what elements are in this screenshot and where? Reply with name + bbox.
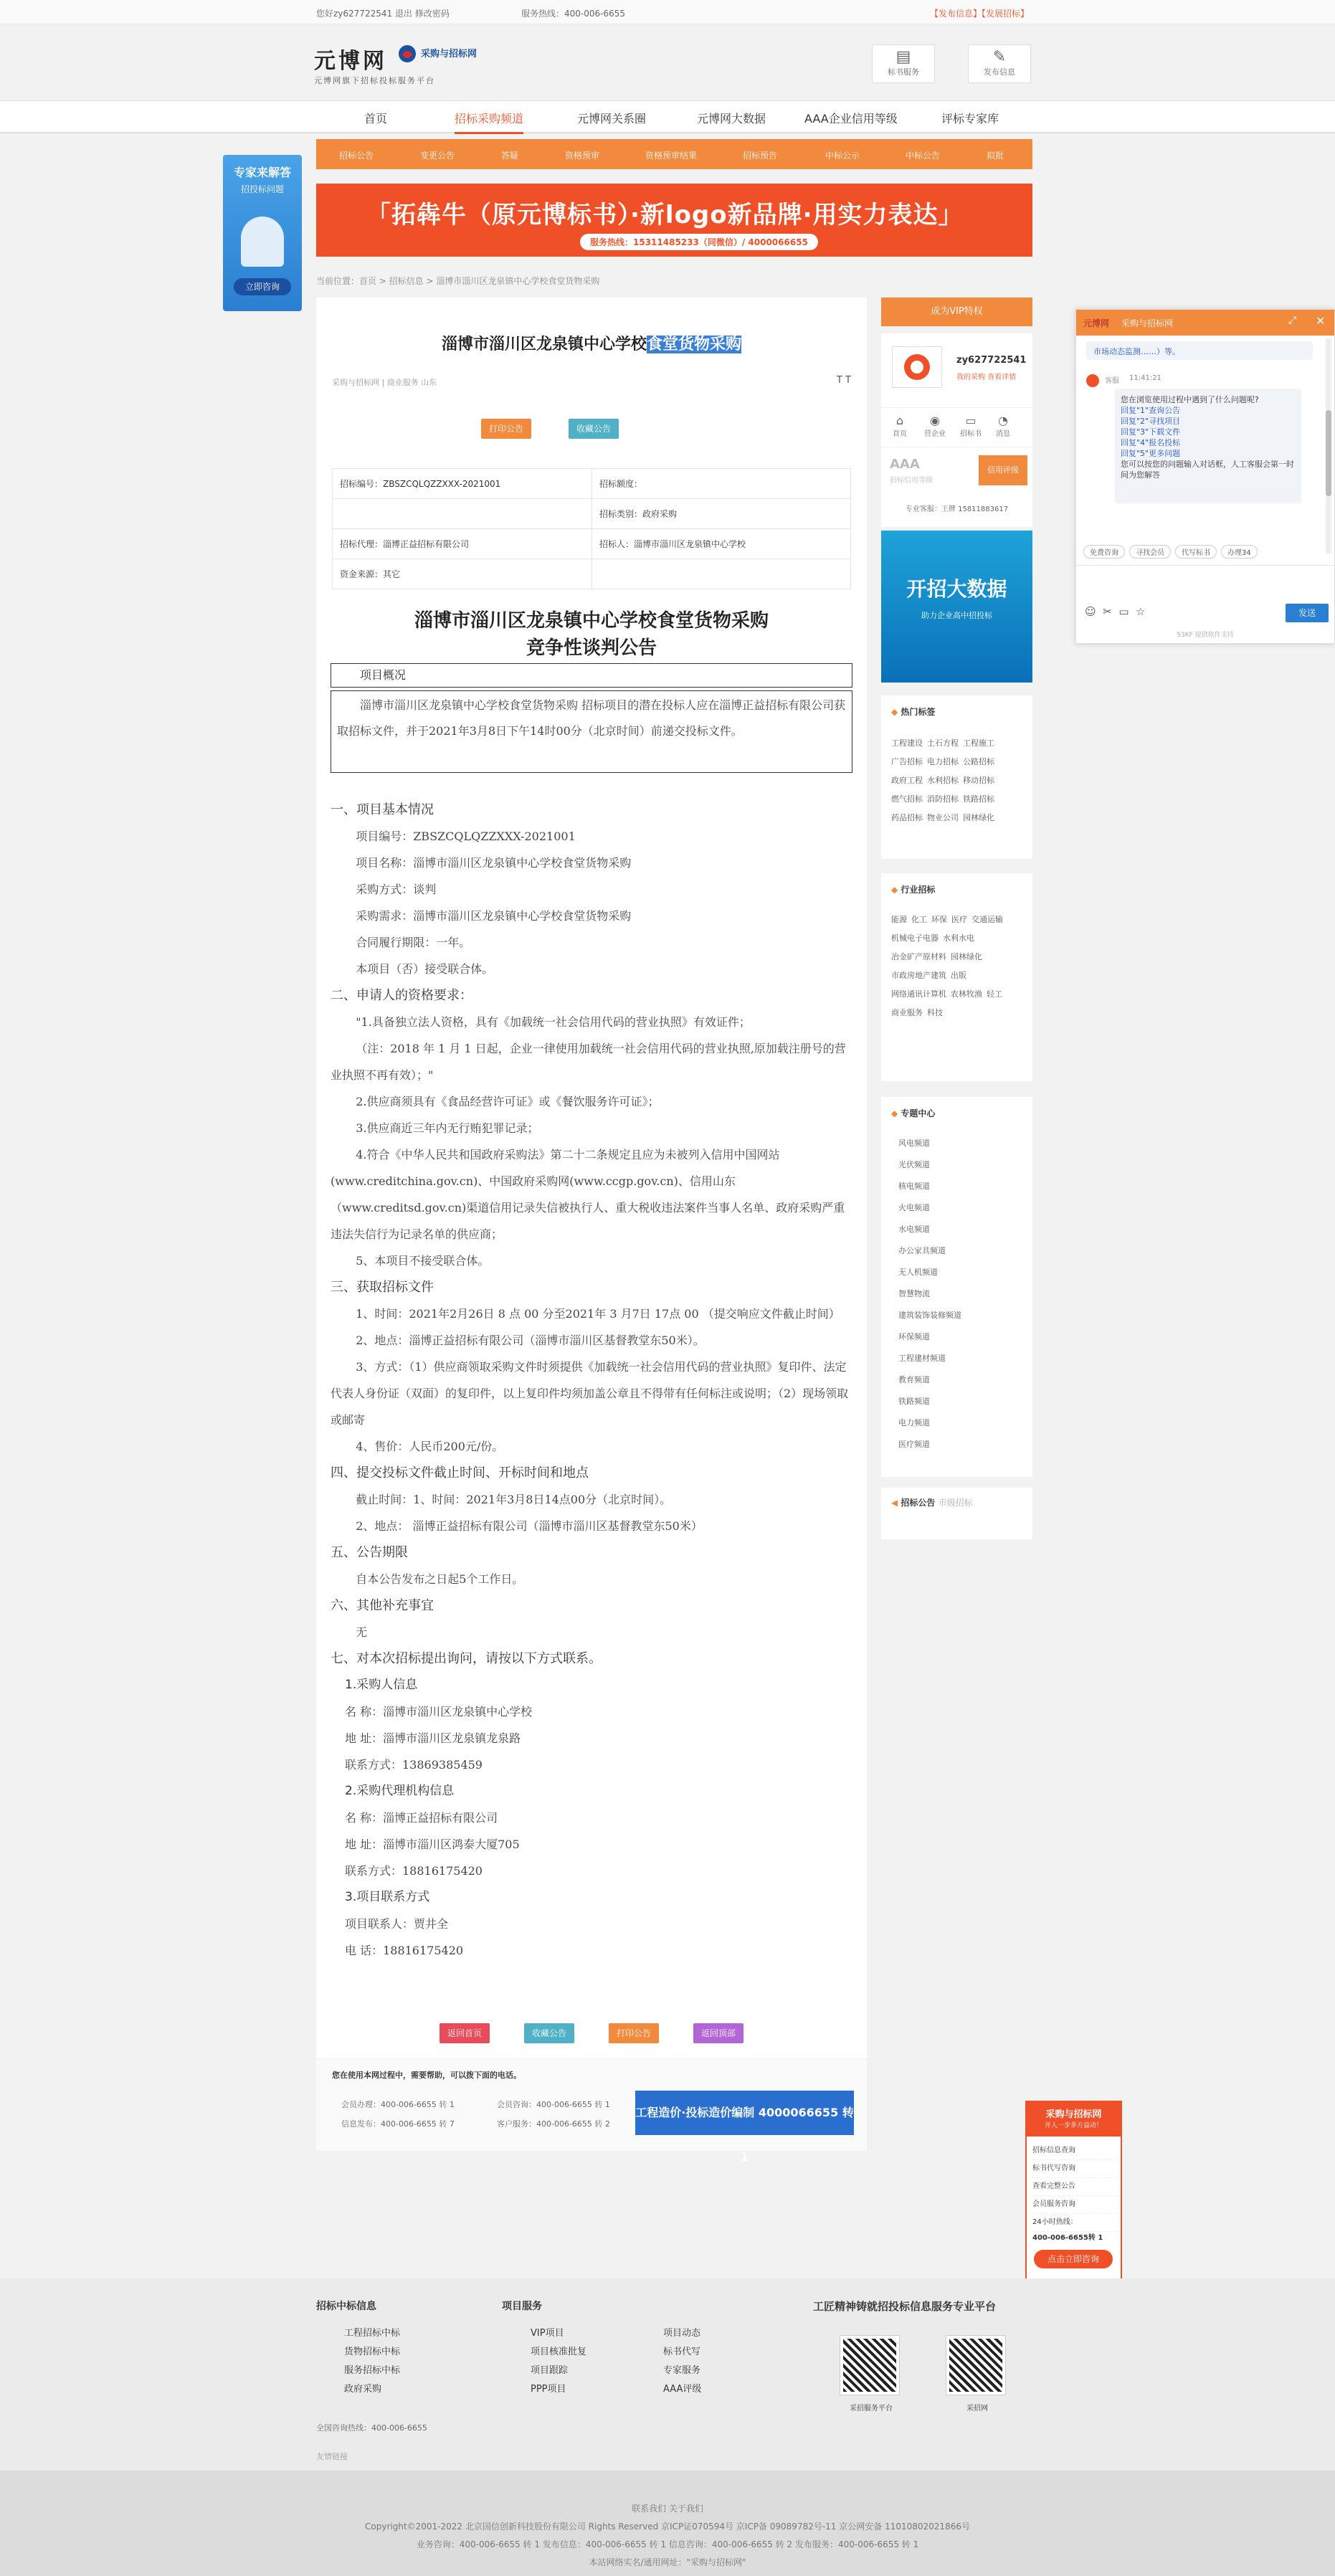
footer-col	[663, 2324, 701, 2399]
subnav-item[interactable]: 变更公告	[420, 151, 455, 161]
hotline: 服务热线：400-006-6655	[521, 9, 626, 19]
font-size-toggle[interactable]: T T	[836, 375, 851, 386]
info-cell	[333, 499, 592, 529]
print-bottom-button[interactable]: 打印公告	[609, 2023, 659, 2043]
cost-ad[interactable]: 工程造价·投标造价编制 4000066655 转 1	[635, 2091, 854, 2135]
subnav-item[interactable]: 招标预告	[743, 151, 778, 161]
nav-experts[interactable]: 评标专家库	[941, 112, 999, 125]
shortcut-message[interactable]: ◔ 消息	[996, 414, 1010, 438]
float-header: 采购与招标网 开人一步多方益动！	[1027, 2102, 1121, 2137]
top-bar	[0, 0, 1335, 24]
article-meta: 采购与招标网 | 商业服务 山东	[332, 378, 437, 387]
footer-link[interactable]: VIP项目	[531, 2328, 564, 2339]
special-item[interactable]: 光伏频道	[898, 1160, 930, 1169]
body-paragraph: 无	[356, 1625, 368, 1639]
industry-tag[interactable]: 网络通讯计算机	[891, 989, 946, 999]
footer-slogan: 工匠精神铸就招投标信息服务专业平台	[813, 2300, 997, 2313]
consultant-image	[241, 217, 284, 267]
special-item[interactable]: 铁路频道	[898, 1397, 930, 1406]
special-item[interactable]: 教育频道	[898, 1375, 930, 1384]
shortcut-docs[interactable]: ▭ 招标书	[960, 414, 982, 438]
info-cell: 招标额度：	[592, 469, 851, 499]
copyright-line: 本站网络实名/通用网址："采购与招标网"	[589, 2557, 746, 2567]
industry-tag[interactable]: 环保	[931, 915, 947, 924]
brand-logo-icon	[398, 44, 417, 63]
industry-tag[interactable]: 市政房地产建筑	[891, 971, 946, 980]
hot-tag[interactable]: 公路招标	[963, 757, 994, 766]
hot-tag[interactable]: 广告招标	[891, 757, 923, 766]
special-item[interactable]: 无人机频道	[898, 1268, 938, 1277]
subnav-item[interactable]: 答疑	[501, 151, 519, 161]
industry-tag[interactable]: 化工	[911, 915, 927, 924]
footer-link[interactable]: 项目动态	[663, 2328, 701, 2339]
chat-logo: 元博网	[1083, 318, 1110, 328]
username: zy627722541	[956, 355, 1027, 366]
info-cell: 资金来源：其它	[333, 559, 592, 589]
hot-tag[interactable]: 药品招标	[891, 813, 923, 822]
bigdata-ad[interactable]	[881, 531, 1032, 683]
brand-name: 采购与招标网	[421, 49, 478, 60]
notice-box	[881, 1488, 1032, 1539]
special-center	[881, 1097, 1032, 1477]
shortcut-company[interactable]: ◉ 营企业	[924, 414, 946, 438]
powered-by: 53KF 提供软件支持	[1177, 632, 1234, 639]
document-icon: ▤	[895, 48, 911, 66]
favorite-button[interactable]: 收藏公告	[569, 419, 619, 439]
contact-line: 名 称：淄博正益招标有限公司	[345, 1811, 498, 1825]
body-paragraph: 4、售价：人民币200元/份。	[356, 1440, 504, 1453]
header	[0, 24, 1335, 100]
footer-link[interactable]: 项目跟踪	[531, 2365, 569, 2376]
notice-title[interactable]: ◀ 招标公告 市级招标	[891, 1498, 973, 1508]
minimize-icon[interactable]: ⤢	[1288, 315, 1297, 326]
chat-prev-msg: 市场动态监测……）等。	[1086, 341, 1313, 360]
left-ad[interactable]	[223, 155, 302, 311]
hot-tag[interactable]: 土石方程	[927, 738, 959, 748]
subnav-item[interactable]: 招标公告	[339, 151, 374, 161]
hot-tag[interactable]: 铁路招标	[963, 794, 994, 804]
folder-icon: ▭	[965, 414, 977, 427]
chat-quick-tag[interactable]: 免费咨询	[1083, 545, 1125, 559]
chat-option[interactable]: 回复"4"报名投标	[1121, 438, 1181, 447]
avatar[interactable]	[892, 346, 942, 388]
contact: 会员咨询：400-006-6655 转 1	[497, 2100, 610, 2109]
speaker-icon: ◀	[891, 1498, 901, 1508]
star-icon[interactable]: ☆	[1136, 605, 1146, 618]
sub-nav	[316, 139, 1032, 169]
footer	[0, 2278, 1335, 2471]
body-paragraph: 项目名称：淄博市淄川区龙泉镇中心学校食堂货物采购	[356, 856, 632, 870]
article-body	[331, 797, 852, 1964]
close-icon[interactable]: ✕	[1316, 314, 1326, 328]
hot-tag[interactable]: 消防招标	[927, 794, 959, 804]
info-table	[332, 468, 851, 589]
info-cell	[592, 559, 851, 589]
special-item[interactable]: 电力频道	[898, 1418, 930, 1427]
home-icon: ⌂	[895, 414, 904, 427]
special-item[interactable]: 风电频道	[898, 1139, 930, 1148]
body-paragraph: 3.供应商近三年内无行贿犯罪记录；	[356, 1121, 539, 1135]
vip-button[interactable]: 成为VIP特权	[881, 298, 1032, 326]
contact-line: 名 称：淄博市淄川区龙泉镇中心学校	[345, 1705, 533, 1719]
article-title: 淄博市淄川区龙泉镇中心学校食堂货物采购	[441, 336, 742, 353]
section-heading: 七、对本次招标提出询问，请按以下方式联系。	[331, 1651, 602, 1666]
industry-tag[interactable]: 出版	[951, 971, 966, 980]
sub-heading: 1.采购人信息	[345, 1678, 418, 1692]
float-cta[interactable]: 点击立即咨询	[1034, 2250, 1113, 2268]
subnav-item[interactable]: 拟批	[987, 151, 1004, 161]
favorite-bottom-button[interactable]: 收藏公告	[524, 2023, 574, 2043]
special-title: ◆ 专题中心	[891, 1108, 936, 1118]
chat-divider	[1076, 565, 1334, 566]
industry-tag[interactable]: 冶金矿产原材料	[891, 952, 946, 961]
footer-link[interactable]: 服务招标中标	[344, 2365, 401, 2376]
chat-header[interactable]	[1076, 310, 1334, 336]
subnav-item[interactable]: 中标公示	[825, 151, 860, 161]
banner-phone: 服务热线：15311485233（同微信）/ 4000066655	[580, 234, 818, 250]
copyright-line: 业务咨询：400-006-6655 转 1 发布信息：400-006-6655 转 1 信息咨询：400-006-6655 转 2 发布服务：400-006-6655 转 1	[416, 2539, 919, 2549]
body-paragraph: 截止时间：1、时间：2021年3月8日14点00分（北京时间）。	[356, 1493, 672, 1506]
top-banner[interactable]	[316, 184, 1032, 257]
body-paragraph: 2、地点：淄博正益招标有限公司（淄博市淄川区基督教堂东50米）。	[356, 1334, 705, 1347]
article-panel	[316, 298, 867, 2164]
user-card	[881, 333, 1032, 527]
footer-col-title: 招标中标信息	[316, 2301, 376, 2312]
section-heading: 三、获取招标文件	[331, 1280, 434, 1295]
msg-tail: 您可以按您的问题输入对话框，人工客服会第一时间为您解答	[1121, 460, 1294, 480]
agent-name: 客服	[1105, 377, 1119, 385]
bigdata-title: 开招大数据	[906, 577, 1007, 601]
contact: 信息发布：400-006-6655 转 7	[341, 2119, 455, 2129]
hot-tag[interactable]: 电力招标	[927, 757, 959, 766]
special-list	[898, 1133, 1027, 1455]
section-heading: 五、公告期限	[331, 1545, 408, 1560]
float-items	[1032, 2142, 1117, 2232]
industry-tag[interactable]: 机械电子电器	[891, 933, 939, 943]
scissors-icon[interactable]: ✂	[1103, 605, 1112, 618]
edit-icon: ✎	[992, 48, 1007, 66]
footer-hotline: 全国咨询热线：400-006-6655	[316, 2423, 427, 2433]
nav-credit[interactable]: AAA企业信用等级	[804, 112, 898, 125]
body-paragraph: 1、时间：2021年2月26日 8 点 00 分至2021年 3 月7日 17点 00 （提交响应文件截止时间）	[356, 1307, 840, 1321]
banner-text: 「拓犇牛（原元博标书）·新logo新品牌·用实力表达」	[366, 201, 964, 229]
footer-link[interactable]: 专家服务	[663, 2365, 701, 2376]
body-paragraph: "1.具备独立法人资格，具有《加载统一社会信用代码的营业执照》有效证件；	[356, 1015, 751, 1029]
user-sub[interactable]: 我的采购 查看详情	[956, 374, 1017, 381]
float-item[interactable]: 会员服务咨询	[1032, 2196, 1117, 2214]
footer-col	[344, 2324, 400, 2399]
section-heading: 四、提交投标文件截止时间、开标时间和地点	[331, 1465, 589, 1481]
section-heading: 六、其他补充事宜	[331, 1598, 434, 1613]
qr-code	[946, 2336, 1005, 2395]
left-ad-sub: 招投标问题	[240, 184, 284, 194]
tag-icon: ◆	[891, 1108, 901, 1118]
footer-link[interactable]: 项目核准批复	[531, 2347, 587, 2357]
subnav-item[interactable]: 资格预审	[565, 151, 600, 161]
body-paragraph: 合同履行期限：一年。	[356, 936, 471, 949]
hot-tag[interactable]: 燃气招标	[891, 794, 923, 804]
chat-window[interactable]	[1075, 309, 1335, 644]
sub-heading: 2.采购代理机构信息	[345, 1784, 455, 1798]
overview-head: 项目概况	[331, 663, 852, 688]
industry-tag[interactable]: 能源	[891, 915, 907, 924]
copyright-links[interactable]: 联系我们 关于我们	[632, 2504, 703, 2514]
nav-circle[interactable]: 元博网关系圈	[577, 112, 647, 125]
hot-tag-grid	[891, 737, 1027, 830]
chat-quick-tag[interactable]: 代写标书	[1175, 545, 1217, 559]
tag-icon: ◆	[891, 885, 901, 895]
contact: 会员办理：400-006-6655 转 1	[341, 2100, 455, 2109]
friend-links[interactable]: 友情链接	[316, 2452, 348, 2461]
body-paragraph: 项目编号：ZBSZCQLQZZXXX-2021001	[356, 830, 576, 843]
industry-tags	[881, 873, 1032, 1081]
footer-link[interactable]: AAA评级	[663, 2384, 702, 2395]
industry-tag[interactable]: 科技	[927, 1008, 943, 1017]
nav-bidding[interactable]: 招标采购频道	[455, 110, 523, 134]
float-phone: 400-006-6655转 1	[1032, 2234, 1103, 2242]
aaa-label: AAA	[890, 457, 920, 472]
eye-icon: ◉	[930, 414, 940, 427]
nav-bigdata[interactable]: 元博网大数据	[697, 112, 766, 125]
top-button[interactable]: 返回顶部	[693, 2023, 743, 2043]
tag-icon: ◆	[891, 707, 901, 717]
nav-home[interactable]: 首页	[364, 112, 388, 125]
footer-link[interactable]: 工程招标中标	[344, 2328, 401, 2339]
qr-code	[840, 2336, 899, 2395]
body-paragraph: 采购方式：谈判	[356, 883, 437, 896]
contact-line: 地 址：淄博市淄川区龙泉镇龙泉路	[345, 1731, 521, 1745]
industry-title: ◆ 行业招标	[891, 885, 936, 895]
user-shortcuts	[881, 407, 1032, 447]
hot-tags	[881, 695, 1032, 859]
footer-link[interactable]: 货物招标中标	[344, 2347, 401, 2357]
chat-scrollbar[interactable]	[1326, 338, 1331, 553]
industry-tag[interactable]: 商业服务	[891, 1008, 923, 1017]
main-nav	[0, 100, 1335, 133]
rss-icon: ◔	[998, 414, 1008, 427]
special-item[interactable]: 建筑装饰装修频道	[898, 1311, 961, 1320]
help-box	[316, 2058, 867, 2164]
industry-tag[interactable]: 水利水电	[943, 933, 974, 943]
info-cell: 招标编号：ZBSZCQLQZZXXX-2021001	[333, 469, 592, 499]
chat-option[interactable]: 回复"2"寻找项目	[1121, 417, 1181, 426]
body-paragraph: 本项目（否）接受联合体。	[356, 962, 494, 976]
hot-tag[interactable]: 工程建设	[891, 738, 923, 748]
breadcrumb[interactable]: 当前位置：首页 > 招标信息 > 淄博市淄川区龙泉镇中心学校食堂货物采购	[316, 276, 600, 286]
footer-link[interactable]: PPP项目	[531, 2384, 566, 2395]
top-links[interactable]: 【发布信息】【发展招标】	[930, 9, 1030, 19]
overview-text: 淄博市淄川区龙泉镇中心学校食堂货物采购 招标项目的潜在投标人应在淄博正益招标有限公司获取招标文件，并于2021年3月8日下午14时00分（北京时间）前递交投标文件。	[331, 690, 852, 773]
special-item[interactable]: 办公家具频道	[898, 1246, 946, 1255]
sub-heading: 3.项目联系方式	[345, 1890, 430, 1904]
qr-label: 采招网	[966, 2405, 988, 2413]
qr-label: 采招服务平台	[850, 2405, 893, 2413]
subnav-item[interactable]: 中标公告	[906, 151, 941, 161]
subnav-item[interactable]: 资格预审结果	[645, 151, 698, 161]
bid-service-button[interactable]: ▤ 标书服务	[872, 44, 935, 83]
industry-tag[interactable]: 交通运输	[971, 915, 1003, 924]
credit-rating-button[interactable]: 信用评级	[979, 455, 1027, 485]
hot-tags-title: ◆ 热门标签	[891, 707, 936, 717]
site-logo[interactable]: 元博网 元博网旗下招标投标服务平台	[314, 49, 435, 85]
hot-tag[interactable]: 物业公司	[927, 813, 959, 822]
user-greeting[interactable]: 您好zy627722541 退出 修改密码	[316, 9, 450, 19]
body-paragraph: 3、方式：（1）供应商领取采购文件时须提供《加载统一社会信用代码的营业执照》复印件、法定代表人身份证（双面）的复印件，以上复印件均须加盖公章且不得带有任何标注或说明；（2）现场领取或邮寄	[331, 1360, 849, 1427]
info-cell: 招标人：淄博市淄川区龙泉镇中心学校	[592, 529, 851, 559]
chat-quick-tag[interactable]: 办理34	[1221, 545, 1258, 559]
chat-title: 采购与招标网	[1121, 318, 1174, 328]
send-button[interactable]: 发送	[1286, 604, 1329, 622]
special-item[interactable]: 核电频道	[898, 1182, 930, 1191]
float-item[interactable]: 查看完整公告	[1032, 2178, 1117, 2196]
agent-message	[1115, 389, 1301, 503]
float-consult-widget[interactable]	[1025, 2101, 1122, 2294]
footer-col-title: 项目服务	[502, 2301, 542, 2312]
section-heading: 一、项目基本情况	[331, 802, 434, 817]
hot-tag[interactable]: 政府工程	[891, 776, 923, 785]
chat-quick-tag[interactable]: 寻找会员	[1129, 545, 1171, 559]
service-line: 专业客服：王牌 15811883617	[905, 505, 1009, 513]
float-item[interactable]: 招标信息查询	[1032, 2142, 1117, 2160]
doc-title: 淄博市淄川区龙泉镇中心学校食堂货物采购 竞争性谈判公告	[414, 610, 769, 659]
body-paragraph: 5、本项目不接受联合体。	[356, 1254, 490, 1268]
body-paragraph: 4.符合《中华人民共和国政府采购法》第二十二条规定且应为未被列入信用中国网站(www.creditchina.gov.cn)、中国政府采购网(www.ccgp.gov.cn)、信用山东（www.creditsd.gov.cn)渠道信用记录失信被执行人、重大税收违法案件当事人名单、政府采购严重违法失信行为记录名单的供应商；	[331, 1148, 845, 1241]
info-cell: 招标代理：淄博正益招标有限公司	[333, 529, 592, 559]
body-paragraph: （注：2018 年 1 月 1 日起，企业一律使用加载统一社会信用代码的营业执照,原加载注册号的营业执照不再有效）；"	[331, 1042, 846, 1082]
msg-time: 11:41:21	[1129, 374, 1161, 382]
contact-line: 地 址：淄博市淄川区鸿泰大厦705	[345, 1838, 520, 1851]
body-paragraph: 自本公告发布之日起5个工作日。	[356, 1572, 524, 1586]
left-ad-title: 专家来解答	[233, 166, 291, 179]
chat-quick-tags	[1083, 545, 1327, 559]
contact-line: 项目联系人：贾井全	[345, 1917, 449, 1931]
info-cell: 招标类别：政府采购	[592, 499, 851, 529]
chat-option[interactable]: 回复"3"下载文件	[1121, 427, 1181, 437]
copyright-line: Copyright©2001-2022 北京国信创新科技股份有限公司 Rights Reserved 京ICP证070594号 京ICP备 09089782号-11 京公网安备 11010802021866号	[365, 2522, 970, 2532]
industry-tag-grid	[891, 913, 1027, 1025]
copyright	[0, 2471, 1335, 2576]
section-heading: 二、申请人的资格要求：	[331, 988, 472, 1003]
float-item[interactable]: 标书代写咨询	[1032, 2160, 1117, 2178]
aaa-sub: 招标信用等级	[890, 477, 933, 485]
hot-tag[interactable]: 工程施工	[963, 738, 994, 748]
bigdata-sub: 助力企业高中招投标	[921, 611, 992, 620]
shortcut-home[interactable]: ⌂ 首页	[893, 414, 907, 438]
body-paragraph: 2.供应商须具有《食品经营许可证》或《餐饮服务许可证》；	[356, 1095, 660, 1108]
help-text: 您在使用本网过程中，需要帮助，可以拨下面的电话。	[332, 2071, 521, 2080]
special-item[interactable]: 水电频道	[898, 1225, 930, 1234]
industry-tag[interactable]: 医疗	[951, 915, 967, 924]
brand-logo-icon	[903, 353, 931, 381]
file-icon[interactable]: ▭	[1118, 605, 1129, 618]
special-item[interactable]: 环保频道	[898, 1332, 930, 1341]
emoji-icon[interactable]: ☺	[1085, 605, 1096, 618]
body-paragraph: 2、地点： 淄博正益招标有限公司（淄博市淄川区基督教堂东50米）	[356, 1519, 703, 1533]
chat-option[interactable]: 回复"5"更多问题	[1121, 449, 1181, 458]
hot-tag[interactable]: 水利招标	[927, 776, 959, 785]
contact-line: 联系方式：18816175420	[345, 1864, 483, 1878]
chat-option[interactable]: 回复"1"查询公告	[1121, 406, 1181, 415]
contact-line: 电 话：18816175420	[345, 1944, 464, 1957]
msg-question: 您在浏览使用过程中遇到了什么问题呢?	[1121, 395, 1259, 404]
chat-toolbar	[1085, 605, 1146, 618]
footer-link[interactable]: 标书代写	[663, 2347, 701, 2357]
special-item[interactable]: 工程建材频道	[898, 1354, 946, 1363]
body-paragraph: 采购需求：淄博市淄川区龙泉镇中心学校食堂货物采购	[356, 909, 632, 923]
contact-line: 联系方式：13869385459	[345, 1758, 483, 1772]
agent-avatar	[1086, 374, 1099, 387]
industry-tag[interactable]: 农林牧渔	[951, 989, 982, 999]
print-button[interactable]: 打印公告	[481, 419, 531, 439]
hot-tag[interactable]: 园林绿化	[963, 813, 994, 822]
footer-link[interactable]: 政府采购	[344, 2384, 382, 2395]
special-item[interactable]: 医疗频道	[898, 1440, 930, 1449]
home-button[interactable]: 返回首页	[440, 2023, 490, 2043]
left-ad-cta[interactable]: 立即咨询	[234, 278, 291, 295]
footer-col	[531, 2324, 586, 2399]
brand-logo[interactable]	[398, 44, 491, 73]
special-item[interactable]: 智慧物流	[898, 1289, 930, 1298]
hot-tag[interactable]: 移动招标	[963, 776, 994, 785]
publish-button[interactable]: ✎ 发布信息	[968, 44, 1031, 83]
float-item[interactable]: 24小时热线：	[1032, 2214, 1117, 2232]
industry-tag[interactable]: 轻工	[987, 989, 1002, 999]
industry-tag[interactable]: 园林绿化	[951, 952, 982, 961]
contact: 客户服务：400-006-6655 转 2	[497, 2119, 610, 2129]
special-item[interactable]: 火电频道	[898, 1203, 930, 1212]
